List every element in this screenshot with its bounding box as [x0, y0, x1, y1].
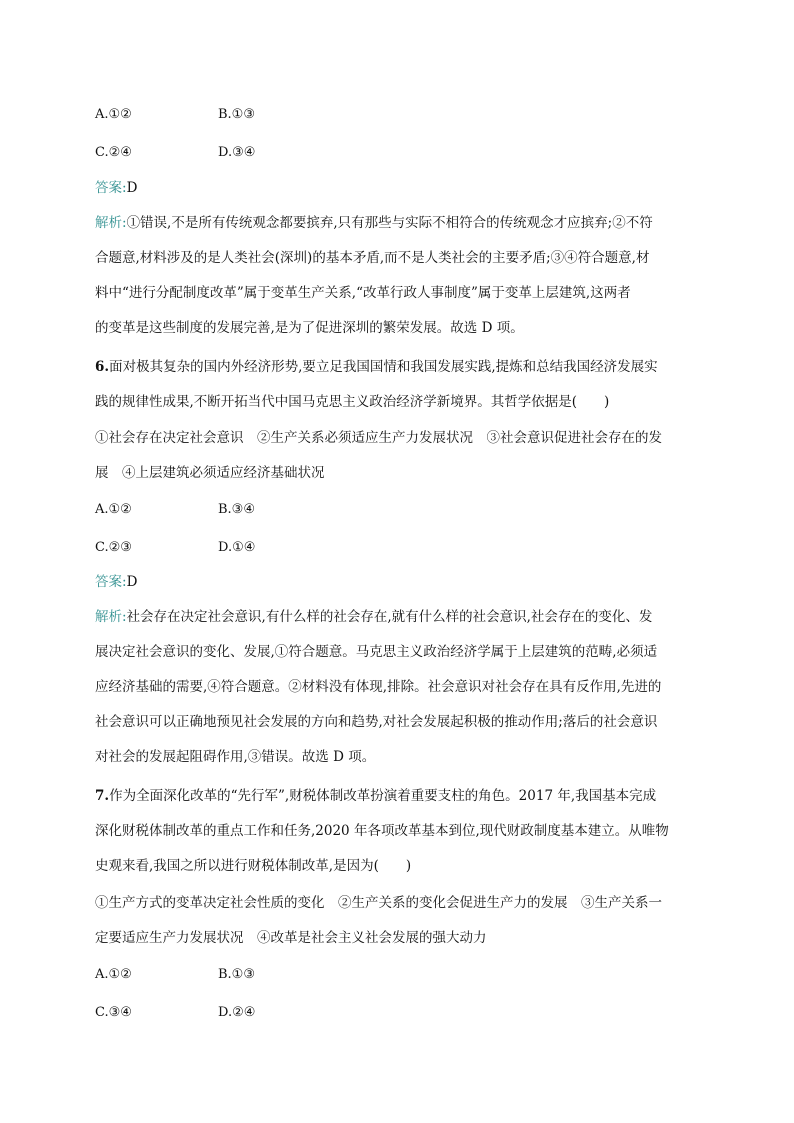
q6-stem-line: 践的规律性成果,不断开拓当代中国马克思主义政治经济学新境界。其哲学依据是( ) — [95, 394, 610, 410]
q6-analysis-line: 解析:社会存在决定社会意识,有什么样的社会存在,就有什么样的社会意识,社会存在的变化、发 — [95, 609, 653, 625]
q6-answer-label: 答案: — [95, 574, 127, 590]
q6-option-d[interactable]: D.①④ — [218, 540, 256, 555]
q7-stem-line: 史观来看,我国之所以进行财税体制改革,是因为( ) — [95, 858, 412, 874]
q7-statements-line: 定要适应生产力发展状况 ④改革是社会主义社会发展的强大动力 — [95, 930, 487, 946]
q5-analysis-line: 的变革是这些制度的发展完善,是为了促进深圳的繁荣发展。故选 D 项。 — [95, 320, 524, 336]
q6-answer — [95, 572, 695, 592]
q6-analysis-line: 对社会的发展起阻碍作用,③错误。故选 D 项。 — [95, 749, 376, 765]
q7-option-b[interactable]: B.①③ — [218, 967, 255, 982]
q5-analysis-label: 解析: — [95, 215, 127, 231]
q7-statements-line: ①生产方式的变革决定社会性质的变化 ②生产关系的变化会促进生产力的发展 ③生产关系一 — [95, 895, 662, 911]
q5-answer — [95, 178, 695, 198]
q6-analysis-line: 展决定社会意识的变化、发展,①符合题意。马克思主义政治经济学属于上层建筑的范畴,必须适 — [95, 644, 658, 660]
q5-answer-value: D — [126, 180, 138, 196]
q7-number: 7. — [95, 788, 110, 804]
q6-stem-line: 6.面对极其复杂的国内外经济形势,要立足我国国情和我国发展实践,提炼和总结我国经济发展实 — [95, 359, 658, 375]
q5-analysis-line: 料中“进行分配制度改革”属于变革生产关系,“改革行政人事制度”属于变革上层建筑,这两者 — [95, 285, 631, 301]
q7-option-c[interactable]: C.③④ — [95, 1005, 132, 1020]
q7-option-d[interactable]: D.②④ — [218, 1005, 256, 1020]
q6-option-b[interactable]: B.③④ — [218, 502, 255, 517]
q6-statements-line: 展 ④上层建筑必须适应经济基础状况 — [95, 465, 325, 481]
q6-number: 6. — [95, 359, 110, 375]
q6-answer-value: D — [126, 574, 138, 590]
q7-stem-line: 深化财税体制改革的重点工作和任务,2020 年各项改革基本到位,现代财政制度基本建立。从唯物 — [95, 823, 669, 839]
q5-option-a[interactable]: A.①② — [95, 107, 132, 122]
q5-option-d[interactable]: D.③④ — [218, 145, 256, 160]
q5-answer-label: 答案: — [95, 180, 127, 196]
q6-analysis-label: 解析: — [95, 609, 127, 625]
q6-statements-line: ①社会存在决定社会意识 ②生产关系必须适应生产力发展状况 ③社会意识促进社会存在的发 — [95, 430, 662, 446]
q5-analysis-line: 合题意,材料涉及的是人类社会(深圳)的基本矛盾,而不是人类社会的主要矛盾;③④符合题意,材 — [95, 250, 650, 266]
q6-analysis-line: 应经济基础的需要,④符合题意。②材料没有体现,排除。社会意识对社会存在具有反作用,先进的 — [95, 679, 662, 695]
q5-option-b[interactable]: B.①③ — [218, 107, 255, 122]
q6-analysis-line: 社会意识可以正确地预见社会发展的方向和趋势,对社会发展起积极的推动作用;落后的社会意识 — [95, 714, 658, 730]
q7-option-a[interactable]: A.①② — [95, 967, 132, 982]
q6-option-c[interactable]: C.②③ — [95, 540, 132, 555]
q6-option-a[interactable]: A.①② — [95, 502, 132, 517]
q5-analysis-line: 解析:①错误,不是所有传统观念都要摈弃,只有那些与实际不相符合的传统观念才应摈弃;②不符 — [95, 215, 653, 231]
q5-option-c[interactable]: C.②④ — [95, 145, 132, 160]
q7-stem-line: 7.作为全面深化改革的“先行军”,财税体制改革扮演着重要支柱的角色。2017 年,我国基本完成 — [95, 788, 657, 804]
